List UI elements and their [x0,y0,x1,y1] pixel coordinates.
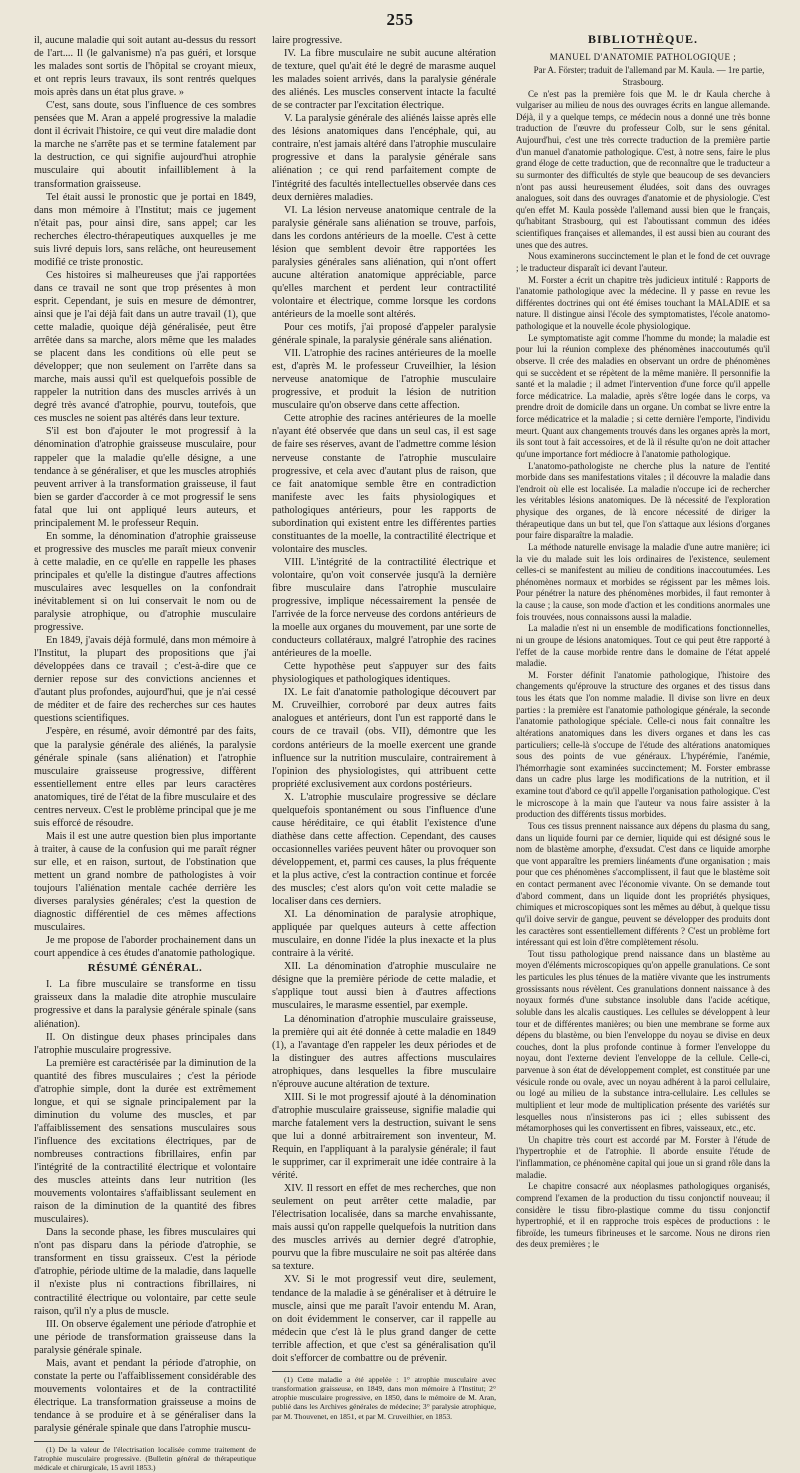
paragraph: La méthode naturelle envisage la maladie d'une autre manière; ici la vie du malade suit les lois ordinaires de l'existence, seulement celles-ci se manifestent au milieu de conditions inaccoutumées. Les phénomènes normaux et morbides se régissent par les mêmes lois. Pour pénétrer la nature des phénomènes morbides, il faut remonter à la cause ; la cause, son mode d'action et les conditions anormales une fois trouvées, nous connaissons aussi la maladie. [516,541,770,622]
paragraph: IX. Le fait d'anatomie pathologique découvert par M. Cruveilhier, corroboré par deux autres faits analogues et antérieurs, dont l'un est rapporté dans le cours de ce travail (obs. VII), démontre que les cordons antérieurs de la moelle exercent une grande influence sur la nutrition musculaire, contrairement à l'opinion des physiologistes, qui attribuent cette propriété exclusivement aux cordons postérieurs. [272,687,496,790]
divider [613,48,673,49]
paragraph: Mais il est une autre question bien plus importante à traiter, à cause de la confusion qui me paraît régner sur elle, et en raison, surtout, de l'obstination que mettent un grand nombre de pathologistes à voir toujours l'aliénation mentale cachée derrière les diverses paralysies générales; c'est la question de diagnostic différentiel de ces mêmes affections musculaires. [34,830,256,934]
paragraph: il, aucune maladie qui soit autant au-dessus du ressort de l'art.... Il (le galvanisme) n'a pas guéri, et lorsque les malades sont sortis de l'hôpital se croyant mieux, et ont repris leurs travaux, ils sont rentrés quelques mois après dans un état plus grave. » [34,35,256,99]
paragraph: M. Forster définit l'anatomie pathologique, l'histoire des changements qu'éprouve la structure des organes et des tissus dans tous les états que l'on nomme maladie. Il divise son livre en deux parties : la première est l'anatomie pathologique générale, la seconde l'anatomie pathologique spéciale. Celle-ci nous fait connaître les altérations anatomiques dans les divers organes et dans les cas particuliers; celle-là s'occupe de l'étude des altérations anatomiques sous des points de vue généraux. L'hypérémie, l'anémie, l'hémorrhagie sont examinées succinctement; M. Forster embrasse dans un cadre plus large les modifications de la nutrition, et il examine tout d'abord ce qu'il appelle l'organisation pathologique. C'est le microscope à la main que l'auteur va nous faire assister à la production des différents tissus morbides. [516,669,771,820]
paragraph: En 1849, j'avais déjà formulé, dans mon mémoire à l'Institut, la plupart des propositions que j'ai développées dans ce travail ; c'est-à-dire que ce dernier repose sur des convictions anciennes et d'autant plus profondes, aujourd'hui, que je n'ai cessé de méditer et de faire des recherches sur ces hautes questions scientifiques. [34,635,256,725]
page-number: 255 [386,10,414,29]
paragraph: J'espère, en résumé, avoir démontré par des faits, que la paralysie générale des aliénés, la paralysie générale spinale (sans aliénation) et l'atrophie musculaire graisseuse progressive, diffèrent essentiellement entre elles par leurs caractères anatomiques, tiré de l'état de la fibre musculaire et des centres nerveux. C'est le problème principal que je me suis efforcé de résoudre. [34,726,256,829]
paragraph: IV. La fibre musculaire ne subit aucune altération de texture, quel qu'ait été le degré de marasme auquel les malades soient arrivés, dans la paralysie générale des aliénés. Les muscles conservent intacte la faculté de se contracter par l'excitation électrique. [272,48,496,112]
paragraph: VI. La lésion nerveuse anatomique centrale de la paralysie générale sans aliénation se trouve, parfois, dans les cordons antérieurs de la moelle. C'est à cette lésion que semblent devoir être rapportées les paralysies générales sans aliénation, qui n'ont offert aucune altération anatomique appréciable, parce qu'elles marchent et perdent leur contractilité volontaire et électrique, comme lorsque les cordons antérieurs de la moelle sont altérés. [272,204,496,320]
paragraph: C'est, sans doute, sous l'influence de ces sombres pensées que M. Aran a appelé progressive la maladie dont il écrivait l'histoire, ce qui veut dire maladie dont la marche ne s'arrête pas et se termine fatalement par la destruction, ce qui signifie aujourd'hui atrophie musculaire qui aboutit infailliblement à la transformation graisseuse. [34,100,256,190]
footnote: (1) Cette maladie a été appelée : 1° atrophie musculaire avec transformation graisseuse, en 1849, dans mon mémoire à l'Institut; 2° atrophie musculaire progressive, en 1850, dans le mémoire de M. Aran, publié dans les Archives générales de médecine; 3° paralysie atrophique, par M. Thouvenet, en 1851, et par M. Cruveilhier, en 1853. [272,1374,496,1421]
paragraph: XII. La dénomination d'atrophie musculaire ne désigne que la première période de cette maladie, et s'applique tout aussi bien à d'autres affections musculaires, le marasme essentiel, par exemple. [272,961,496,1012]
paragraph: Ce n'est pas la première fois que M. le dr Kaula cherche à vulgariser au milieu de nous des ouvrages écrits en langue allemande. Déjà, il y a quelque temps, ce médecin nous a donné une très bonne traduction de l'œuvre du professeur Colb, sur le sens génital. Aujourd'hui, c'est une très correcte traduction de la première partie d'un manuel d'anatomie pathologique. C'est, à notre sens, faire le plus grand éloge de cette traduction, que de reconnaître que le traducteur a su surmonter des difficultés de style que beaucoup de ses devanciers n'ont pas aussi heureusement éludées, soit dans des ouvrages analogues, soit dans des ouvrages d'anatomie et de physiologie. C'est qu'en effet M. Kaula possède l'allemand aussi bien que le français, qu'habitant Strasbourg, qui est l'aboutissant commun des idées scientifiques françaises et allemandes, il est aussi bien au courant des unes que des autres. [516,88,770,250]
paragraph: Nous examinerons succinctement le plan et le fond de cet ouvrage ; le traducteur disparaît ici devant l'auteur. [516,251,770,273]
paragraph: Pour ces motifs, j'ai proposé d'appeler paralysie générale spinale, la paralysie générale sans aliénation. [272,322,496,347]
paragraph: La maladie n'est ni un ensemble de modifications fonctionnelles, ni un groupe de lésions anatomiques. Tout ce qui peut être rapporté à l'effet de la cause morbide rentre dans le domaine de l'état appelé maladie. [516,623,770,669]
paragraph: S'il est bon d'ajouter le mot progressif à la dénomination d'atrophie graisseuse musculaire, pour rappeler que la maladie qu'elle désigne, a une tendance à se généraliser, et que les muscles atrophiés peuvent arriver à la transformation graisseuse, il faut bien se garder d'accorder à ce mot progressif le sens fatal que lui ont appliqué leurs auteurs, et principalement M. le professeur Requin. [34,426,256,529]
paragraph: XIII. Si le mot progressif ajouté à la dénomination d'atrophie musculaire graisseuse, signifie maladie qui marche fatalement vers la destruction, suivant le sens que lui a donné arbitrairement son inventeur, M. Requin, en l'appliquant à la paralysie générale; il faut le supprimer, car il exprimerait une idée contraire à la vérité. [272,1091,496,1182]
paragraph: XV. Si le mot progressif veut dire, seulement, tendance de la maladie à se généraliser et à détruire le muscle, ainsi que me paraît l'avoir entendu M. Aran, on doit évidemment le conserver, car il rappelle au médecin que c'est là le plus grand danger de cette terrible affection, et que c'est sa généralisation qu'il doit s'efforcer de combattre ou de prévenir. [272,1274,496,1364]
paragraph: VII. L'atrophie des racines antérieures de la moelle est, d'après M. le professeur Cruveilhier, la lésion nerveuse anatomique de l'atrophie musculaire progressive, et produit la lésion de nutrition musculaire qu'on observe dans cette affection. [272,348,496,412]
paragraph: II. On distingue deux phases principales dans l'atrophie musculaire progressive. [34,1031,256,1056]
paragraph: Tel était aussi le pronostic que je portai en 1849, dans mon mémoire à l'Institut; mais ce jugement n'était pas, pour ainsi dire, sans appel; car les recherches électro-thérapeutiques auxquelles je me suis livré depuis lors, sans relâche, ont heureusement modifié ce triste pronostic. [34,191,256,268]
paragraph: laire progressive. [272,35,343,46]
paragraph: III. On observe également une période d'atrophie et une période de transformation graisseuse dans la paralysie générale spinale. [34,1318,256,1356]
paragraph: I. La fibre musculaire se transforme en tissu graisseux dans la maladie dite atrophie musculaire progressive et dans la paralysie générale spinale (sans aliénation). [34,979,256,1030]
section-title: RÉSUMÉ GÉNÉRAL. [87,962,203,975]
paragraph: Ces histoires si malheureuses que j'ai rapportées dans ce travail ne sont que trop présentes à mon esprit. Cependant, je suis en mesure de démontrer, ainsi que je l'ai déjà fait dans un autre travail (1), que cette maladie, quoique déjà généralisée, peut être arrêtée dans sa marche, alors même que les malades se placent dans les conditions où elle peut se développer; que non seulement on l'arrête dans sa marche, mais aussi qu'il est quelquefois possible de rappeler la nutrition dans des muscles arrivés à un degré très avancé d'atrophie, pourvu, toutefois, que ces muscles ne soient pas altérés dans leur texture. [34,269,256,425]
paragraph: V. La paralysie générale des aliénés laisse après elle des lésions anatomiques dans l'encéphale, qui, au contraire, n'est jamais altéré dans l'atrophie musculaire progressive et dans la paralysie générale sans aliénation ; ce qui rend parfaitement compte de l'intégrité des facultés intellectuelles observée dans ces deux dernières maladies. [272,113,496,203]
paragraph: Tout tissu pathologique prend naissance dans un blastème au moyen d'éléments microscopiques qu'on appelle granulations. Ce sont les particules les plus ténues de la matière vivante que les instruments grossissants nous révèlent. Ces granulations donnent naissance à des noyaux formés d'une substance insoluble dans l'acide acétique, soluble dans les alcalis caustiques. Les cellules se développent à leur tour et de différentes manières; ou bien une membrane se forme aux dépens du blastème, ou bien l'enveloppe du noyau se divise en deux couches, dont la plus profonde continue à former l'enveloppe du noyau, dont l'externe devient l'enveloppe de la cellule. Celle-ci, parvenue à son état de développement complet, est constituée par une vésicule ronde ou ovale, avec un noyau adhérent à la paroi cellulaire, ou logé au milieu de la substance intra-cellulaire. Les cellules se multiplient et leur mode de multiplication présente des variétés sur lesquelles nous n'insisterons pas ici ; elles subissent des métamorphoses qui les convertissent en fibres, vaisseaux, etc., etc. [516,948,770,1134]
paragraph: XI. La dénomination de paralysie atrophique, appliquée par quelques auteurs à cette affection musculaire, en donne l'idée la plus inexacte et la plus contraire à la vérité. [272,909,496,960]
right-column [516,32,771,1250]
left-column [34,34,256,1473]
paragraph: En somme, la dénomination d'atrophie graisseuse et progressive des muscles me paraît mieux convenir à cette maladie, en ce qu'elle en rappelle les phases principales et qu'elle la distingue d'autres affections musculaires avec lesquelles on la confondrait inévitablement si on lui conservait le nom ou de paralysie atrophique, ou d'atrophie musculaire progressive. [34,530,256,634]
paragraph: L'anatomo-pathologiste ne cherche plus la nature de l'entité morbide dans ses manifestations vitales ; il découvre la maladie dans l'endroit où elle est localisée. La maladie n'occupe ici de rechercher les véritables lésions anatomiques. De là nécessité de l'exploration physique des organes, de là encore nécessité de diriger la thérapeutique dans un but tel, que l'on s'attaque aux lésions d'organes pour faire disparaître la maladie. [516,460,770,541]
paragraph: Mais, avant et pendant la période d'atrophie, on constate la perte ou l'affaiblissement considérable des mouvements volontaires et de la contractilité électrique. La transformation graisseuse a moins de tendance à se produire et à se généraliser dans la paralysie générale spinale que dans l'atrophie muscu- [34,1357,256,1434]
section-heading: BIBLIOTHÈQUE. [587,32,699,46]
paragraph: La dénomination d'atrophie musculaire graisseuse, la première qui ait été donnée à cette maladie en 1849 (1), a l'avantage d'en rappeler les deux périodes et de la distinguer des autres affections musculaires atrophiques, dans lesquelles la fibre musculaire n'éprouve aucune altération de texture. [272,1013,496,1090]
paragraph: Je me propose de l'aborder prochainement dans un court appendice à ces études d'anatomie pathologique. [34,935,256,960]
paragraph: Dans la seconde phase, les fibres musculaires qui n'ont pas disparu dans la période d'atrophie, se transforment en tissu graisseux. C'est la période d'atrophie, période ultime de la maladie, dans laquelle il n'existe plus ni contractions fibrillaires, ni contractilité électrique ou volontaire, par cette seule raison, qu'il n'y a plus de muscle. [34,1227,256,1317]
paragraph: Cette atrophie des racines antérieures de la moelle n'ayant été observée que dans un seul cas, il est sage de faire ses réserves, avant de l'admettre comme lésion nerveuse constante de l'atrophie musculaire progressive, et cela avec d'autant plus de raison, que ce fait anatomique semble être en contradiction manifeste avec les faits physiologiques et pathologiques antérieurs, pour les rapports de subordination qui existent entre les différentes parties constituantes de la moelle, la contractilité électrique et volontaire des muscles. [272,413,496,555]
paragraph: Un chapitre très court est accordé par M. Forster à l'étude de l'hypertrophie et de l'atrophie. Il aborde ensuite l'étude de l'inflammation, ce phénomène capital qui joue un si grand rôle dans la maladie. [516,1134,770,1180]
footnote: (1) De la valeur de l'électrisation localisée comme traitement de l'atrophie musculaire progressive. (Bulletin général de thérapeutique médicale et chirurgicale, 15 avril 1853.) [34,1445,256,1473]
book-reference: Par A. Förster; traduit de l'allemand par M. Kaula. — 1re partie, Strasbourg. [533,65,765,87]
paragraph: La première est caractérisée par la diminution de la quantité des fibres musculaires ; c'est la période d'atrophie simple, dont la durée est extrêmement longue, et qui se signale principalement par la diminution du volume des muscles, et par l'affaiblissement des sensations musculaires sous l'influence des excitations électriques, par de nombreuses contractions fibrillaires, enfin par l'intégrité de la contractilité électrique et volontaire des muscles atteints dans leur nutrition (les mouvements volontaires s'affaiblissant seulement en raison de la diminution de la quantité des fibres musculaires). [34,1057,256,1226]
paragraph: X. L'atrophie musculaire progressive se déclare quelquefois spontanément ou sous l'influence d'une cause héréditaire, ce qui établit l'existence d'une diathèse dans cette affection. Cependant, des causes occasionnelles variées peuvent hâter ou provoquer son développement, et, parmi ces causes, la plus fréquente et la plus active, c'est la contraction continue et forcée des muscles; c'est alors qu'on voit cette maladie se localiser dans ces derniers. [272,791,496,908]
paragraph: Tous ces tissus prennent naissance aux dépens du plasma du sang, dans un liquide fourni par ce dernier, liquide qui est désigné sous le nom de blastème amorphe, d'exsudat. C'est dans ce liquide amorphe que vont apparaître les premiers linéaments d'une organisation ; mais pour que ces phénomènes s'accomplissent, il faut que le blastème soit en contact permanent avec l'économie vivante. On se demande tout d'abord comment, dans un liquide dont les propriétés physiques, chimiques et microscopiques sont les mêmes au début, à quelque tissu qu'il doive servir de gangue, peuvent se développer des produits dont les caractères sont essentiellement différents ? C'est un problème fort intéressant qui est loin d'être complètement résolu. [516,820,770,948]
footnote-divider [34,1441,104,1442]
book-title: MANUEL D'ANATOMIE PATHOLOGIQUE ; [549,51,737,62]
paragraph: Le symptomatiste agit comme l'homme du monde; la maladie est pour lui la réunion complexe des phénomènes inaccoutumés qu'il observe. Il crée des maladies en observant un ordre de phénomènes qui se succèdent et se répètent de la même manière. Il personnifie la santé et la maladie ; il admet l'intervention d'une force qu'il appelle force médicatrice. La maladie, après s'être logée dans le corps, va prendre droit de domicile dans un organe. Un combat se livre entre la force médicatrice et la maladie ; si cette dernière l'emporte, l'individu meurt. Quant aux changements trouvés dans les organes après la mort, ils sont tout à fait accessoires, et de là il résulte qu'on ne doit attacher qu'une importance fort médiocre à l'anatomie pathologique. [516,332,770,459]
paragraph: Cette hypothèse peut s'appuyer sur des faits physiologiques et pathologiques identiques. [272,661,496,686]
footnote-divider [272,1371,342,1372]
paragraph: M. Forster a écrit un chapitre très judicieux intitulé : Rapports de l'anatomie pathologique avec la médecine. Il y passe en revue les différentes doctrines qui ont été émises touchant la MALADIE et sa nature. Il distingue ainsi l'école des symptomatistes, l'école anatomo-pathologique et la nouvelle école physiologique. [516,274,770,331]
middle-column [272,34,496,1421]
paragraph: VIII. L'intégrité de la contractilité électrique et volontaire, qu'on voit conservée jusqu'à la dernière fibre musculaire dans l'atrophie musculaire progressive, implique nécessairement la pensée de l'arrivée de la force nerveuse des cordons antérieurs de la moelle aux organes du mouvement, par une sorte de conducteurs collatéraux, malgré l'atrophie des racines antérieures de la moelle. [272,556,496,660]
paragraph: Le chapitre consacré aux néoplasmes pathologiques organisés, comprend l'examen de la production du tissu conjonctif nouveau; il considère le tissu fibro-plastique comme du tissu conjonctif hypertrophié, et il en rapproche trois espèces de productions : le fibroïde, les tumeurs fibrineuses et le sarcome. Nous ne dirons rien des deux premières ; le [516,1181,770,1250]
paragraph: XIV. Il ressort en effet de mes recherches, que non seulement on peut arrêter cette maladie, par l'électrisation localisée, dans sa marche envahissante, mais aussi qu'on rappelle quelquefois la nutrition dans des muscles arrivés au dernier degré d'atrophie, pourvu que la fibre musculaire ne soit pas altérée dans sa texture. [272,1183,496,1273]
